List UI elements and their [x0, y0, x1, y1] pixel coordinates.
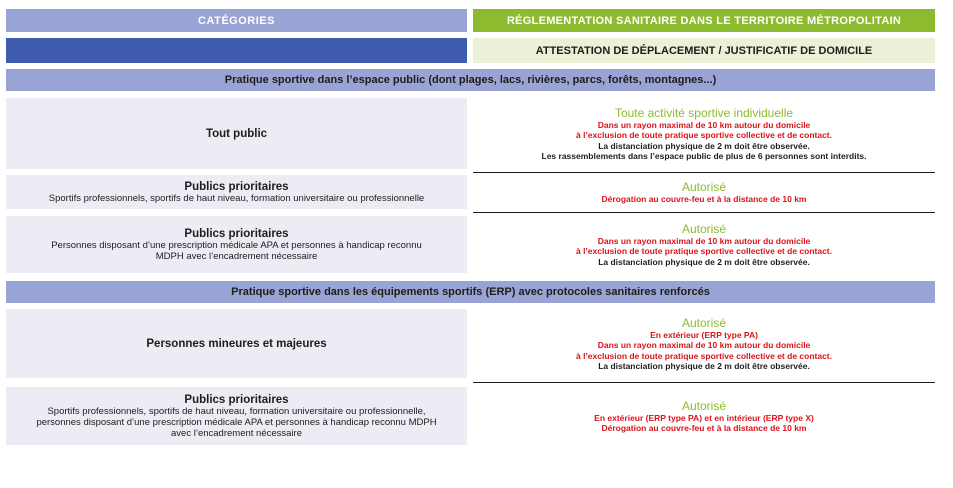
category-subtitle: Sportifs professionnels, sportifs de haut niveau, formation universitaire ou professionnelle,: [47, 405, 426, 417]
category-title: Personnes mineures et majeures: [146, 337, 327, 350]
row-divider: [473, 212, 935, 213]
row-divider: [473, 172, 935, 173]
section-title: Pratique sportive dans l’espace public (dont plages, lacs, rivières, parcs, forêts, montagnes...): [224, 74, 717, 86]
category-cell: [6, 175, 467, 209]
category-cell: [6, 387, 467, 445]
categories-subheader-band: [6, 38, 467, 63]
attestation-header-label: ATTESTATION DE DÉPLACEMENT / JUSTIFICATIF DE DOMICILE: [535, 44, 873, 57]
category-cell: [6, 216, 467, 273]
rule-line: La distanciation physique de 2 m doit être observée.: [598, 256, 810, 267]
rule-line-red: Dans un rayon maximal de 10 km autour du domicile: [597, 235, 811, 246]
categories-header: [6, 9, 467, 32]
row-divider: [473, 382, 935, 383]
rule-line: La distanciation physique de 2 m doit être observée.: [598, 140, 810, 151]
category-title: Publics prioritaires: [184, 393, 289, 406]
status-label: Autorisé: [681, 398, 727, 413]
rule-line-red: Dérogation au couvre-feu et à la distance de 10 km: [601, 193, 807, 204]
category-cell: [6, 309, 467, 378]
status-label: Autorisé: [681, 221, 727, 236]
category-title: Publics prioritaires: [184, 227, 289, 240]
regulation-cell: [473, 387, 935, 445]
category-title: Publics prioritaires: [184, 180, 289, 193]
section-title: Pratique sportive dans les équipements sportifs (ERP) avec protocoles sanitaires renforcés: [231, 286, 710, 298]
category-cell: [6, 98, 467, 169]
regulation-header-label: RÉGLEMENTATION SANITAIRE DANS LE TERRITOIRE MÉTROPOLITAIN: [506, 14, 902, 27]
rule-line-red: En extérieur (ERP type PA): [650, 329, 758, 340]
category-subtitle: Personnes disposant d’une prescription médicale APA et personnes à handicap reconnu: [51, 239, 422, 251]
category-title: Tout public: [205, 127, 268, 140]
attestation-header: [473, 38, 935, 63]
regulation-cell: [473, 309, 935, 378]
rule-line-red: Dans un rayon maximal de 10 km autour du domicile: [597, 340, 811, 350]
rule-line-red: à l’exclusion de toute pratique sportive collective et de contact.: [575, 246, 832, 257]
rule-line-red: à l’exclusion de toute pratique sportive collective et de contact.: [575, 130, 832, 140]
rule-line-red: En extérieur (ERP type PA) et en intérieur (ERP type X): [594, 412, 814, 423]
category-subtitle: avec l’encadrement nécessaire: [171, 427, 302, 439]
rule-line-red: Dans un rayon maximal de 10 km autour du domicile: [597, 119, 811, 130]
section-public-space: [6, 69, 935, 91]
regulation-cell: [473, 216, 935, 273]
category-subtitle: Sportifs professionnels, sportifs de haut niveau, formation universitaire ou professionnelle: [48, 192, 425, 204]
section-sports-facilities: [6, 281, 935, 303]
rule-line: Les rassemblements dans l’espace public de plus de 6 personnes sont interdits.: [541, 151, 867, 161]
rule-line-red: à l’exclusion de toute pratique sportive collective et de contact.: [575, 350, 832, 361]
status-label: Autorisé: [681, 179, 727, 194]
regulation-cell: [473, 175, 935, 209]
rule-line: La distanciation physique de 2 m doit être observée.: [598, 361, 810, 371]
status-label: Toute activité sportive individuelle: [614, 105, 794, 120]
rule-line-red: Dérogation au couvre-feu et à la distance de 10 km: [601, 423, 807, 433]
categories-header-label: CATÉGORIES: [198, 14, 275, 27]
regulation-cell: [473, 98, 935, 169]
regulation-header: [473, 9, 935, 32]
status-label: Autorisé: [681, 315, 727, 330]
category-subtitle: personnes disposant d’une prescription médicale APA et personnes à handicap reconnu MDPH: [36, 416, 437, 428]
category-subtitle: MDPH avec l’encadrement nécessaire: [155, 250, 318, 262]
